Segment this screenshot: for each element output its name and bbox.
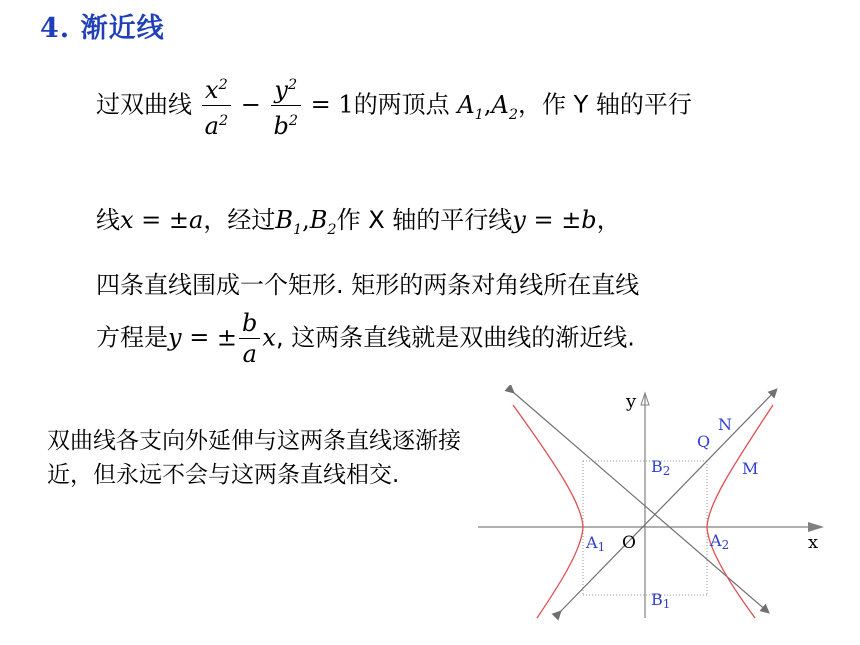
section-heading: 4. 渐近线 [40,13,165,44]
equals-one: = 1 [310,90,354,119]
line1-lead: 过双曲线 [96,90,192,119]
text-line-4: 方程是y = ± $\frac{b}{a}$ x, 这两条直线就是双曲线的渐近线. [96,309,635,368]
hyperbola-right-branch [707,405,773,618]
label-m: M [742,459,759,478]
label-origin: O [622,533,636,553]
text-line-1: 过双曲线 $\frac{x^2}{a^2}$ − $\frac{y^2}{b^2}$ = 1的两顶点 $A_1,A_2$，作 Y 轴的平行 [96,70,692,141]
vertex-a1: $A_1$ [457,90,484,123]
label-a2: A2 [710,531,730,552]
label-n: N [718,415,732,434]
equation-x-pm-a: x = ±a [120,206,204,234]
minus-sign: − [240,90,261,119]
explanatory-note: 双曲线各支向外延伸与这两条直线逐渐接近，但永远不会与这两条直线相交. [47,428,461,488]
label-b1: B1 [651,590,671,611]
x-axis-arrow-icon [808,522,824,532]
vertex-a2: $A_2$ [491,90,518,123]
label-y: y [626,391,637,412]
equation-y-pm-b: y = ±b [512,206,597,234]
label-x: x [808,532,819,553]
fraction-x2-over-a2: $\frac{x^2}{a^2}$ [202,70,231,141]
line4-tail: , 这两条直线就是双曲线的渐近线. [275,323,635,352]
label-a1: A1 [586,533,606,554]
point-b2: $B_2$ [309,206,337,238]
hyperbola-figure [470,385,830,630]
asymptote-line-2 [560,390,776,612]
text-line-3: 四条直线围成一个矩形. 矩形的两条对角线所在直线 [96,271,640,299]
text-line-2: 线x = ±a，经过$B_1,B_2$作 X 轴的平行线y = ±b， [96,206,621,238]
hyperbola-left-branch [513,405,583,618]
line1-tail: ，作 Y 轴的平行 [517,90,692,119]
line1-mid: 的两顶点 [353,90,450,119]
label-b2: B2 [651,457,671,478]
fraction-b-over-a: $\frac{b}{a}$ [239,308,260,369]
label-q: Q [697,432,711,451]
asymptote-eq-lhs: y = ± [168,323,238,352]
point-b1: $B_1$ [275,206,303,238]
fraction-y2-over-b2: $\frac{y^2}{b^2}$ [271,70,302,141]
